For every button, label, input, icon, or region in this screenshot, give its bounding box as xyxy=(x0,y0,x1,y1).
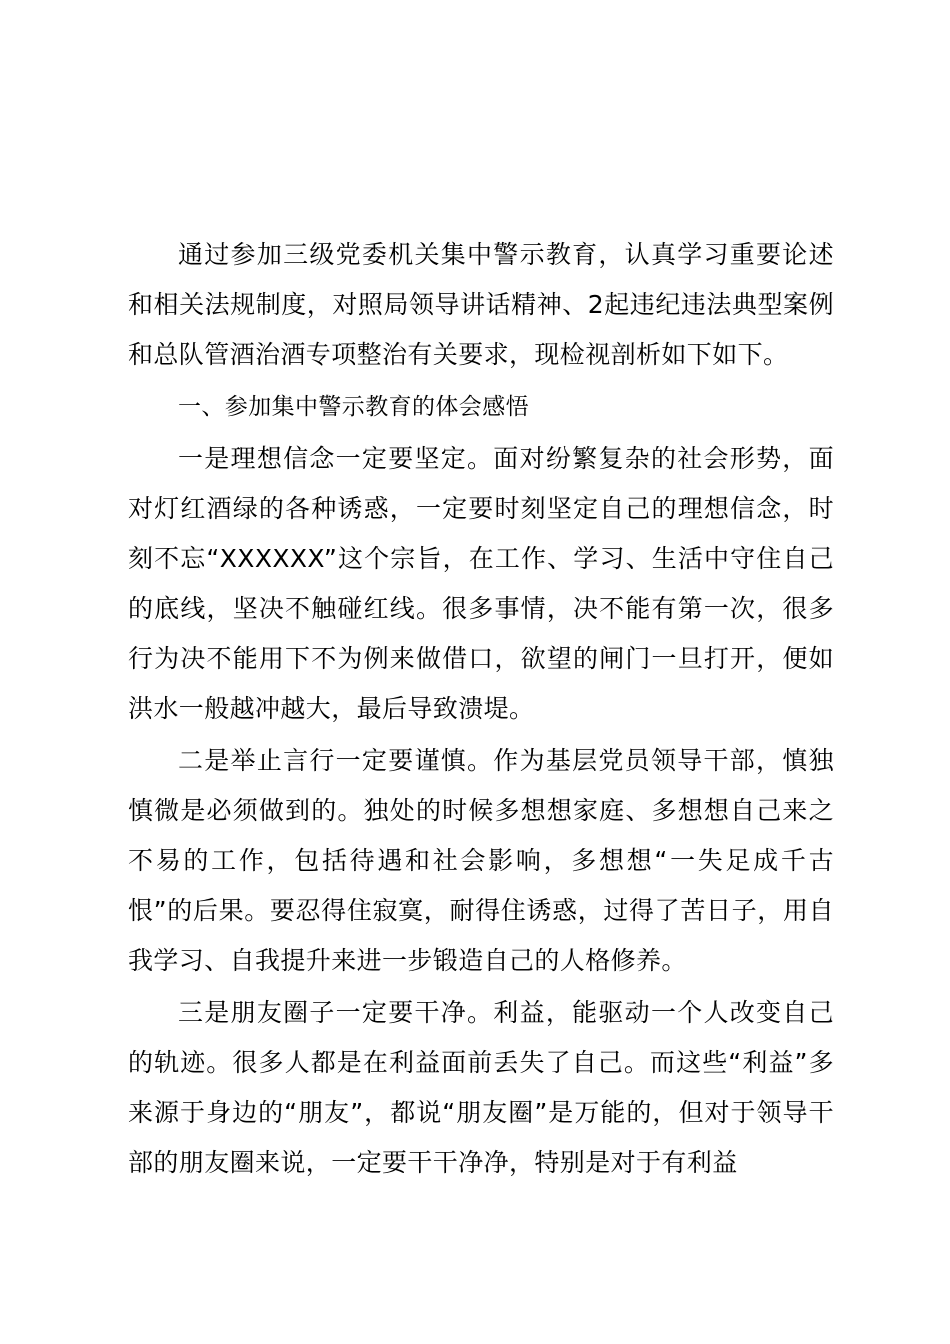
point-three-paragraph: 三是朋友圈子一定要干净。利益，能驱动一个人改变自己的轨迹。很多人都是在利益面前丢失了自己。而这些“利益”多来源于身边的“朋友”，都说“朋友圈”是万能的，但对于领导干部的朋友圈来说，一定要干干净净，特别是对于有利益 xyxy=(128,998,834,1177)
document-body xyxy=(128,230,834,1190)
section-heading: 一、参加集中警示教育的体会感悟 xyxy=(178,394,529,420)
point-two-paragraph: 二是举止言行一定要谨慎。作为基层党员领导干部，慎独慎微是必须做到的。独处的时候多想想家庭、多想想自己来之不易的工作，包括待遇和社会影响，多想想“一失足成千古恨”的后果。要忍得住寂寞，耐得住诱惑，过得了苦日子，用自我学习、自我提升来进一步锻造自己的人格修养。 xyxy=(128,746,834,975)
intro-paragraph: 通过参加三级党委机关集中警示教育，认真学习重要论述和相关法规制度，对照局领导讲话精神、2起违纪违法典型案例和总队管酒治酒专项整治有关要求，现检视剖析如下如下。 xyxy=(128,240,834,369)
point-one-paragraph: 一是理想信念一定要坚定。面对纷繁复杂的社会形势，面对灯红酒绿的各种诱惑，一定要时刻坚定自己的理想信念，时刻不忘“XXXXXX”这个宗旨，在工作、学习、生活中守住自己的底线，坚决不触碰红线。很多事情，决不能有第一次，很多行为决不能用下不为例来做借口，欲望的闸门一旦打开，便如洪水一般越冲越大，最后导致溃堤。 xyxy=(128,444,834,723)
